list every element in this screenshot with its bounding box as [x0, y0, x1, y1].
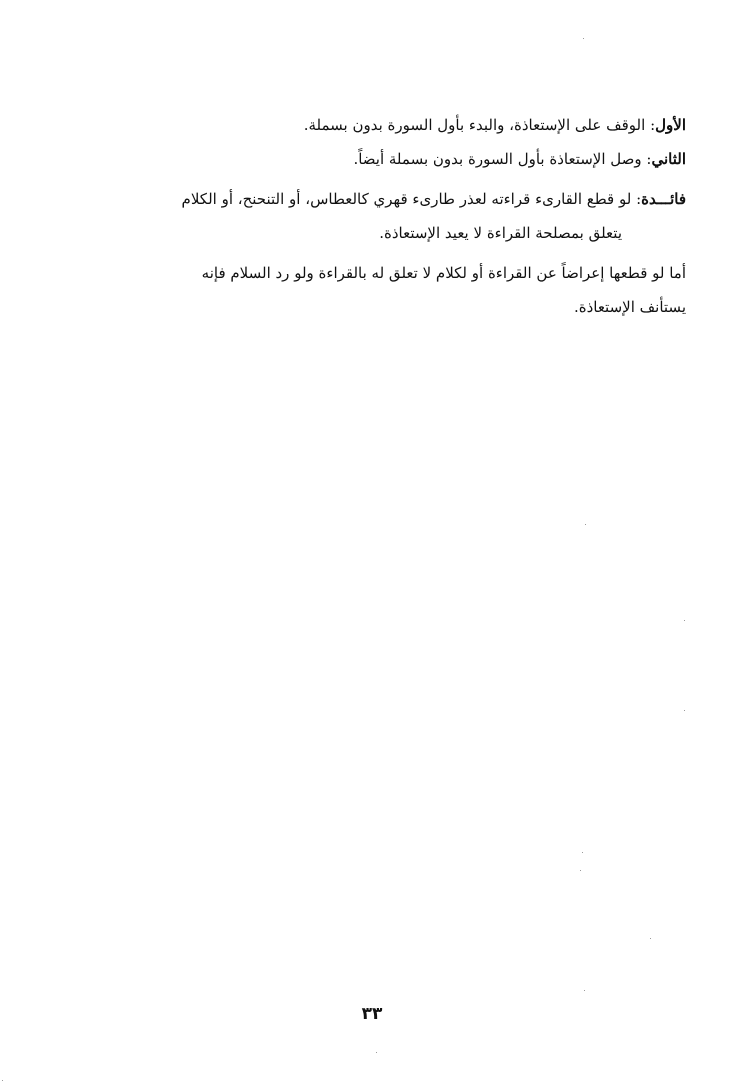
- scan-speck: [684, 710, 685, 711]
- scan-speck: [2, 1080, 3, 1081]
- entry-second-line: [66, 142, 686, 176]
- entry-second: [66, 142, 686, 176]
- page-content: [66, 108, 686, 324]
- page-number: ٣٣: [361, 1004, 383, 1024]
- scan-speck: [684, 620, 685, 621]
- scan-speck: [376, 1052, 377, 1053]
- closing-paragraph: [66, 256, 686, 324]
- entry-first-text: الوقف على الإستعاذة، والبدء بأول السورة بدون بسملة.: [303, 116, 646, 134]
- entry-first-label: الأول: [655, 116, 686, 134]
- entry-note-continuation: يتعلق بمصلحة القراءة لا يعيد الإستعاذة.: [379, 224, 622, 242]
- entry-first-separator: :: [650, 116, 656, 134]
- entry-second-text: وصل الإستعاذة بأول السورة بدون بسملة أيضاً.: [353, 150, 642, 168]
- scan-speck: [582, 852, 583, 853]
- entry-note-line: [66, 182, 686, 216]
- entry-note-label: فائـــدة: [641, 190, 686, 208]
- scan-speck: [580, 870, 581, 871]
- scan-speck: [584, 990, 585, 991]
- entry-first: [66, 108, 686, 142]
- closing-paragraph-line-2: يستأنف الإستعاذة.: [573, 298, 686, 316]
- scan-speck: [650, 938, 651, 939]
- entry-note: [66, 182, 686, 250]
- closing-paragraph-line-1: أما لو قطعها إعراضاً عن القراءة أو لكلام لا تعلق له بالقراءة ولو رد السلام فإنه: [201, 264, 686, 282]
- entry-second-separator: :: [646, 150, 652, 168]
- scan-speck: [585, 524, 586, 525]
- entry-note-separator: :: [636, 190, 642, 208]
- entry-note-text: لو قطع القارىء قراءته لعذر طارىء قهري كالعطاس، أو التنحنح، أو الكلام: [181, 190, 632, 208]
- scan-speck: [583, 38, 584, 39]
- entry-second-label: الثاني: [651, 150, 686, 168]
- entry-first-line: [66, 108, 686, 142]
